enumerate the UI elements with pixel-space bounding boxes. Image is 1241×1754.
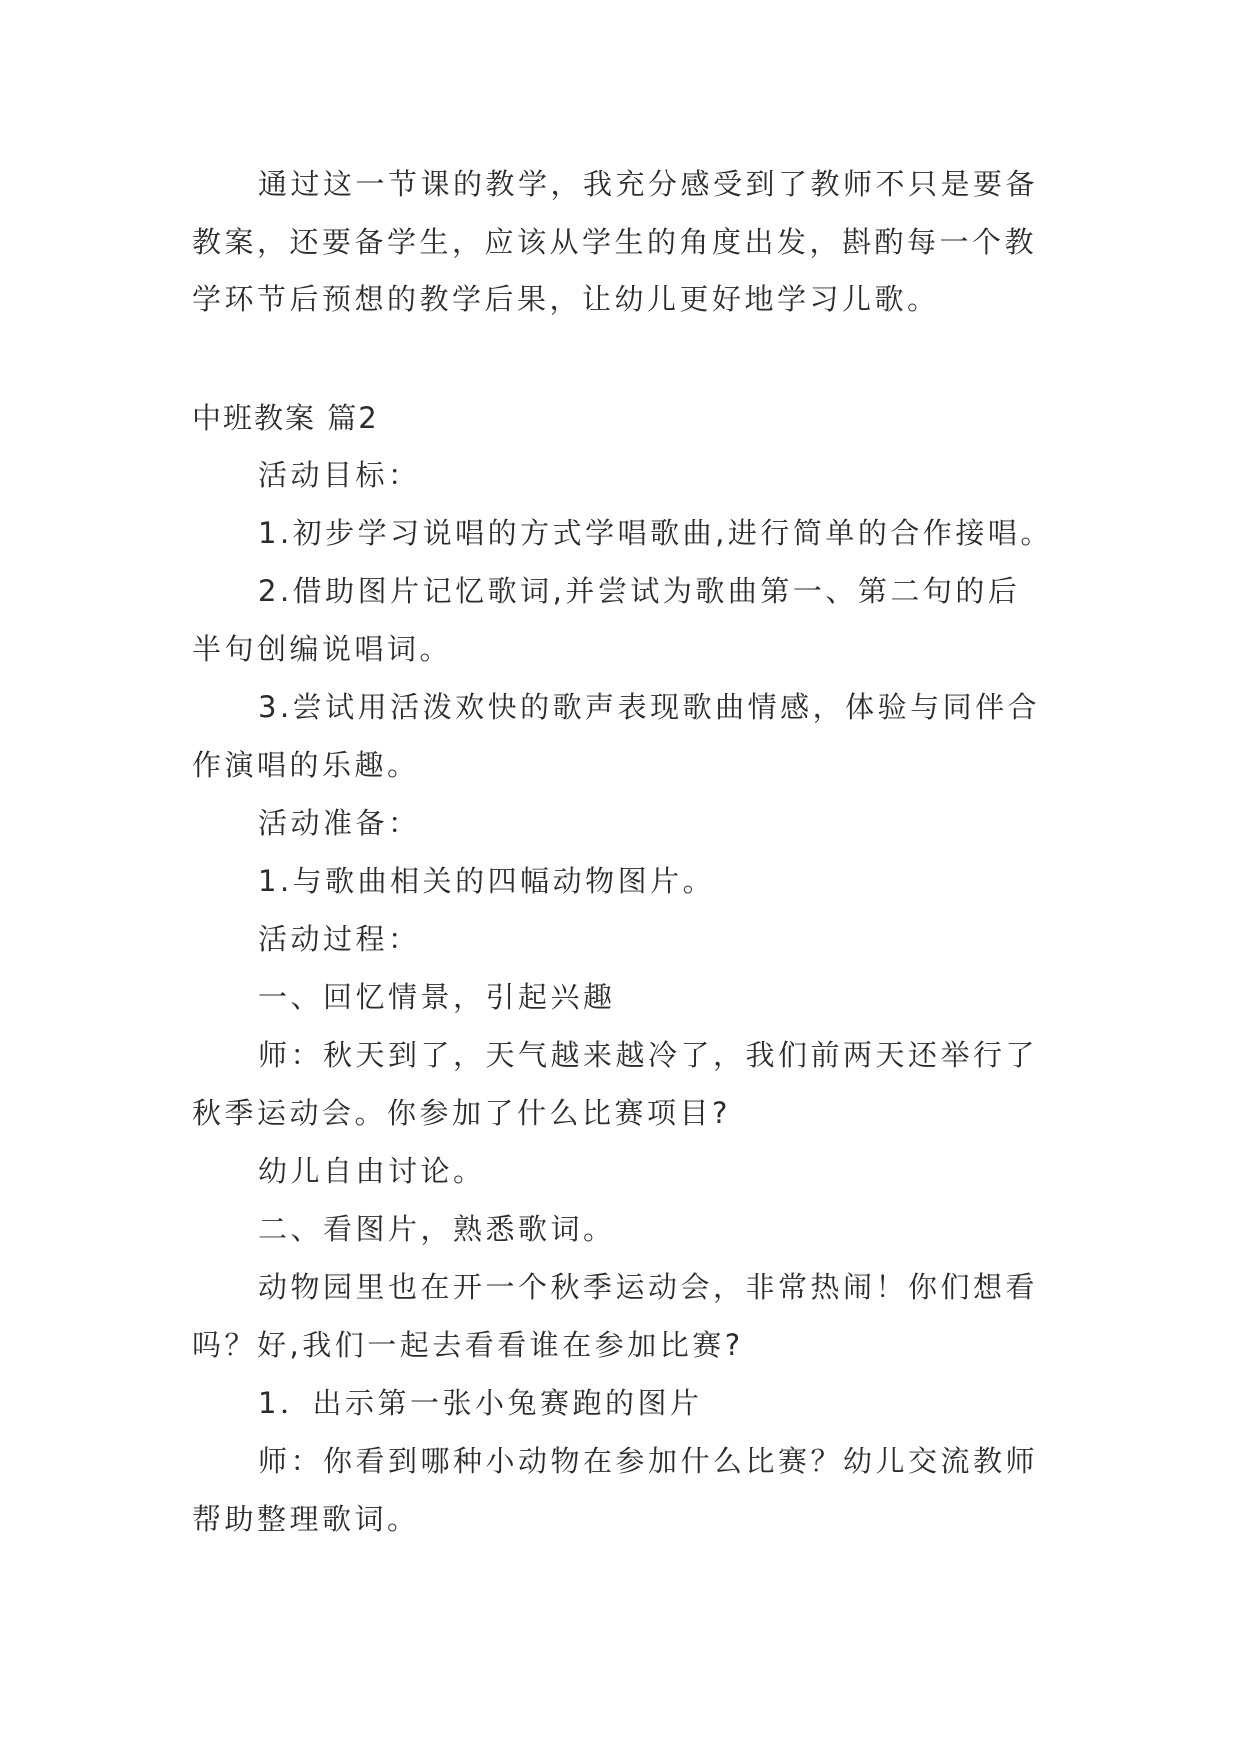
preparation-1: 1.与歌曲相关的四幅动物图片。 xyxy=(258,864,716,898)
objective-3-line-2: 作演唱的乐趣。 xyxy=(192,748,420,782)
zoo-paragraph-line-2: 吗？好,我们一起去看看谁在参加比赛? xyxy=(192,1328,744,1362)
objectives-label: 活动目标： xyxy=(258,458,421,492)
objective-2-line-1: 2.借助图片记忆歌词,并尝试为歌曲第一、第二句的后 xyxy=(258,574,1021,608)
objective-2-line-2: 半句创编说唱词。 xyxy=(192,632,453,666)
children-discussion: 幼儿自由讨论。 xyxy=(258,1154,486,1188)
teacher-question-line-2: 帮助整理歌词。 xyxy=(192,1502,420,1536)
section-heading: 中班教案 篇2 xyxy=(192,401,379,435)
teacher-line-2: 秋季运动会。你参加了什么比赛项目? xyxy=(192,1096,731,1130)
zoo-paragraph-line-1: 动物园里也在开一个秋季运动会，非常热闹！你们想看 xyxy=(258,1270,1039,1304)
process-step-2-heading: 二、看图片，熟悉歌词。 xyxy=(258,1212,616,1246)
process-step-1-heading: 一、回忆情景，引起兴趣 xyxy=(258,980,616,1014)
intro-paragraph-line-3: 学环节后预想的教学后果，让幼儿更好地学习儿歌。 xyxy=(192,282,940,316)
process-label: 活动过程： xyxy=(258,922,421,956)
objective-3-line-1: 3.尝试用活泼欢快的歌声表现歌曲情感，体验与同伴合 xyxy=(258,690,1041,724)
teacher-question-line-1: 师：你看到哪种小动物在参加什么比赛？幼儿交流教师 xyxy=(258,1444,1039,1478)
objective-1: 1.初步学习说唱的方式学唱歌曲,进行简单的合作接唱。 xyxy=(258,516,1053,550)
intro-paragraph-line-2: 教案，还要备学生，应该从学生的角度出发，斟酌每一个教 xyxy=(192,225,1038,259)
show-picture-1: 1．出示第一张小兔赛跑的图片 xyxy=(258,1386,703,1420)
preparation-label: 活动准备： xyxy=(258,806,421,840)
teacher-line-1: 师：秋天到了，天气越来越冷了，我们前两天还举行了 xyxy=(258,1038,1039,1072)
intro-paragraph-line-1: 通过这一节课的教学，我充分感受到了教师不只是要备 xyxy=(258,167,1039,201)
